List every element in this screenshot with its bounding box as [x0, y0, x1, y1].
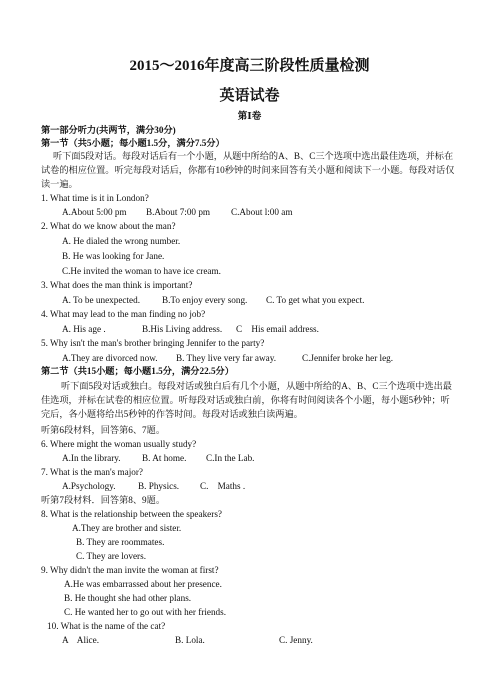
question-4-stem: 4. What may lead to the man finding no job? — [41, 309, 206, 319]
question-2-stem: 2. What do we know about the man? — [41, 221, 176, 231]
option-c: C. Maths . — [200, 481, 246, 491]
section1-instructions: 听下面5段对话。每段对话后有一个小题，从题中所给的A、B、C三个选项中选出最佳选项，并标在试卷的相应位置。听完每段对话后，你都有10秒钟的时间来回答有关小题和阅读下一小题。每段对话仅读一遍。 — [41, 151, 455, 189]
question-7-stem: 7. What is the man's major? — [41, 467, 144, 477]
question-6-options — [62, 452, 254, 464]
option-a: A. To be unexpected. — [62, 295, 141, 305]
option-c: C. Jenny. — [279, 635, 313, 645]
question-8-option-b: B. They are roommates. — [76, 537, 165, 547]
question-9-option-c: C. He wanted her to go out with her friends. — [64, 607, 227, 617]
exam-subject: 英语试卷 — [219, 88, 280, 104]
question-8-option-c: C. They are lovers. — [76, 551, 146, 561]
question-5-stem: 5. Why isn't the man's brother bringing Jennifer to the party? — [41, 338, 265, 348]
section2-heading: 第二节（共15小题；每小题1.5分，满分22.5分） — [41, 366, 234, 376]
option-b: B.About 7:00 pm — [146, 207, 211, 217]
question-5-options — [62, 352, 393, 364]
question-9-option-a: A.He was embarrassed about her presence. — [64, 579, 222, 589]
question-3-stem: 3. What does the man think is important? — [41, 280, 193, 290]
exam-volume: 第Ⅰ卷 — [237, 112, 262, 122]
question-10-stem: 10. What is the name of the cat? — [47, 621, 166, 631]
option-c: C. To get what you expect. — [266, 295, 365, 305]
question-3-options — [62, 294, 364, 306]
material-7-note: 听第7段材料．回答第8、9题。 — [41, 495, 166, 505]
question-1-options — [62, 206, 293, 218]
question-2-option-a: A. He dialed the wrong number. — [62, 236, 181, 246]
question-10-options — [62, 634, 313, 646]
exam-title: 2015～2016年度高三阶段性质量检测 — [129, 58, 370, 74]
option-c: C.About l:00 am — [231, 207, 293, 217]
option-a: A.They are divorced now. — [62, 353, 158, 363]
question-9-stem: 9. Why didn't the man invite the woman at first? — [41, 565, 219, 575]
option-a: A.In the library. — [62, 453, 121, 463]
question-6-stem: 6. Where might the woman usually study? — [41, 439, 197, 449]
option-c: C.In the Lab. — [206, 453, 255, 463]
option-b: B. At home. — [142, 453, 187, 463]
option-b: B. They live very far away. — [176, 353, 277, 363]
question-4-options — [62, 323, 319, 335]
material-6-note: 听第6段材料，回答第6、7题。 — [41, 425, 166, 435]
question-2-option-c: C.He invited the woman to have ice cream. — [62, 266, 221, 276]
question-2-option-b: B. He was looking for Jane. — [62, 251, 165, 261]
question-8-option-a: A.They are brother and sister. — [72, 523, 182, 533]
option-a: A Alice. — [62, 635, 99, 645]
option-a: A.About 5:00 pm — [62, 207, 127, 217]
part1-heading: 第一部分听力(共两节，满分30分) — [41, 125, 176, 135]
section2-instructions: 听下面5段对话或独白。每段对话或独白后有几个小题，从题中所给的A、B、C三个选项中选出最佳选项，并标在试卷的相应位置。听每段对话或独白前，你将有时间阅读各个小题，每小题5秒钟；听完后，各小题将给出5秒钟的作答时间。每段对话或独白读两遍。 — [41, 381, 452, 419]
option-c: C.Jennifer broke her leg. — [302, 353, 394, 363]
question-7-options — [62, 480, 245, 492]
option-c: C His email address. — [236, 324, 319, 334]
option-b: B. Lola. — [175, 635, 205, 645]
option-a: A. His age . — [62, 324, 106, 334]
question-1-stem: 1. What time is it in London? — [41, 193, 149, 203]
option-a: A.Psychology. — [62, 481, 116, 491]
option-b: B.His Living address. — [142, 324, 223, 334]
option-b: B. Physics. — [138, 481, 180, 491]
section1-heading: 第一节（共5小题；每小题1.5分，满分7.5分） — [41, 138, 225, 148]
question-9-option-b: B. He thought she had other plans. — [64, 593, 192, 603]
question-8-stem: 8. What is the relationship between the speakers? — [41, 509, 222, 519]
option-b: B.To enjoy every song. — [162, 295, 248, 305]
